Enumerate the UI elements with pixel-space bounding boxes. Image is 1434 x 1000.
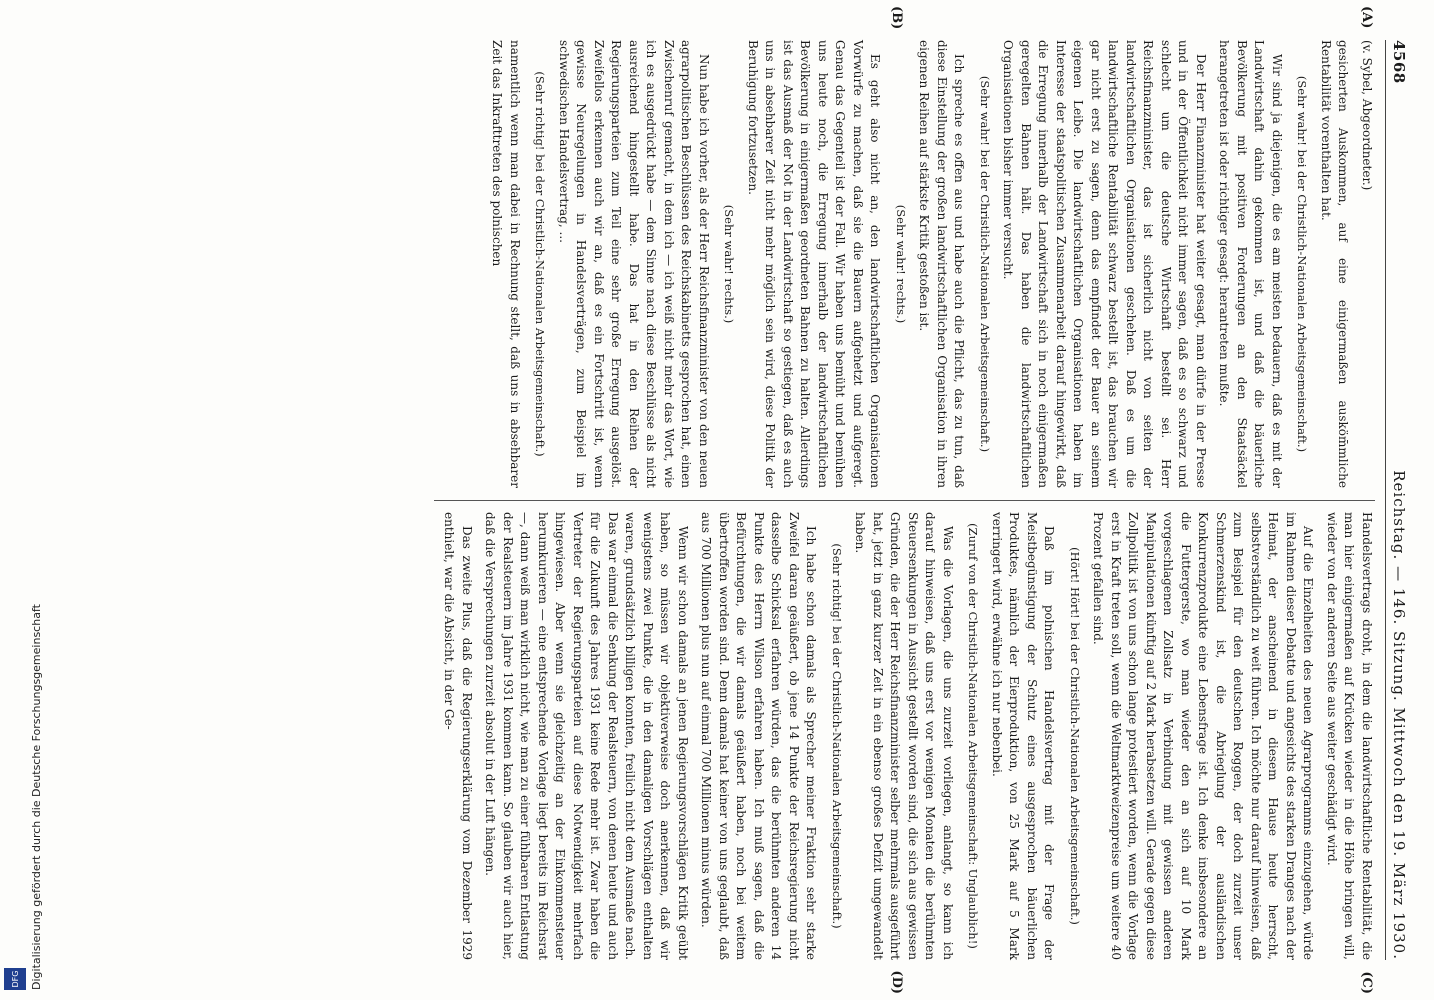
- two-column-body: [434, 6, 1375, 994]
- page-header: [1385, 40, 1414, 960]
- interjection: (Sehr wahr! rechts.): [894, 204, 908, 324]
- right-column: [434, 512, 1375, 994]
- page-title: Reichstag. — 146. Sitzung. Mittwoch den 19. März 1930.: [1390, 470, 1408, 960]
- left-column: [434, 6, 1375, 488]
- paragraph: Der Herr Finanzminister hat weiter gesagt, man dürfe in der Presse und in der Öffentlichkeit nicht immer sagen, daß es so schwarz und schlecht um die deutsche Wirtschaft bestellt sei. Herr Reichsfinanzminister, das ist sicherlich nicht von seiten der landwirtschaftlichen Organisationen geschehen. Daß es um die landwirtschaftliche Rentabilität schwarz bestellt ist, das brauchen wir gar nicht erst zu sagen, denn das empfindet der Bauer an seinem eigenen Leibe. Die landwirtschaftlichen Organisationen haben im Interesse der staatspolitischen Zusammenarbeit darauf hingewirkt, daß die Erregung innerhalb der Landwirtschaft sich in noch einigermaßen geregelten Bahnen hält. Das haben die landwirtschaftlichen Organisationen bisher immer versucht.: [1001, 40, 1208, 488]
- speaker-label: (v. Sybel, Abgeordneter.): [1360, 40, 1374, 191]
- page-number: 4568: [1390, 40, 1408, 84]
- margin-mark-d: (D): [889, 970, 904, 994]
- paragraph: Auf die Einzelheiten des neuen Agrarprogramms einzugehen, würde im Rahmen dieser Debatte und angesichts des starken Dranges nach der Heimat, der anscheinend in diesem Hause heute herrscht, selbstverständlich zu weit führen. Ich möchte nur darauf hinweisen, daß zum Beispiel für den deutschen Roggen, der doch zurzeit unser Schmerzenskind ist, die Abrieglung der ausländischen Konkurrenzprodukte eine Lebensfrage ist. Ich denke insbesondere an die Futtergerste, wo man wieder den an sich auf 10 Mark vorgeschlagenen Zollsatz in Verbindung mit gewissen anderen Manipulationen künftig auf 2 Mark herabsetzen will. Gerade gegen diese Zollpolitik ist von uns schon lange protestiert worden, wenn die Vorlage erst in Kraft treten soll, wenn die Weltmarktweizenpreise um weitere 40 Prozent gefallen sind.: [1091, 512, 1316, 960]
- dfg-logo-text: DFG: [10, 970, 20, 988]
- interjection: (Zuruf von der Christlich-Nationalen Arbeitsgemeinschaft: Unglaublich!): [966, 523, 981, 949]
- interjection: (Hört! Hört! bei der Christlich-Nationalen Arbeitsgemeinschaft.): [1068, 547, 1082, 925]
- paragraph: gesicherten Auskommen, auf eine einigermaßen ausköm̄mliche Rentabilität vorenthalten hat.: [1319, 40, 1351, 488]
- paragraph: Was die Vorlagen, die uns zurzeit vorliegen, anlangt, so kann ich darauf hinweisen, daß uns erst vor wenigen Monaten die berühmten Steuersenkungen in Aussicht gestellt worden sind, die sich aus gewissen Gründen, die der Herr Reichsfinanzminister selber mehrmals ausgeführt hat, jetzt in ganz kurzer Zeit in ein ebenso großes Defizit umgewandelt haben.: [853, 512, 955, 960]
- interjection: (Sehr wahr! bei der Christlich-Nationalen Arbeitsgemeinschaft.): [1295, 75, 1310, 453]
- column-divider: [434, 500, 1375, 501]
- document-page: [40, 0, 1434, 1000]
- scanned-page-area: [40, 0, 1434, 1000]
- paragraph: Nun habe ich vorher, als der Herr Reichsfinanzminister von den neuen agrarpolitischen Beschlüssen des Reichskabinetts gesprochen hat, einen Zwischenruf gemacht, in dem ich — ich weiß nicht mehr das Wort, wie ich es ausgedrückt habe — dem Sinne nach diese Beschlüsse als nicht ausreichend hingestellt habe. Das hat in den Reihen der Regierungsparteien zum Teil eine sehr große Erregung ausgelöst. Zweifellos erkennen auch wir an, daß es ein Fortschritt ist, wenn gewisse Neuregelungen in Handelsverträgen, zum Beispiel im schwedischen Handelsvertrag, ...: [557, 40, 711, 488]
- paragraph: Es geht also nicht an, den landwirtschaftlichen Organisationen Vorwürfe zu machen, daß sie die Bauern aufgehetzt und aufgeregt. Genau das Gegenteil ist der Fall. Wir haben uns bemüht und bemühen uns heute noch, die Erregung innerhalb der landwirtschaftlichen Bevölkerung in einigermaßen geordneten Bahnen zu halten. Allerdings ist das Ausmaß der Not in der Landwirtschaft so gestiegen, daß es auch uns in absehbarer Zeit nicht mehr möglich sein wird, diese Politik der Beruhigung fortzusetzen.: [746, 40, 883, 488]
- paragraph: Daß im polnischen Handelsvertrag mit der Frage der Meistbegünstigung der Schutz eines ausgesprochen bäuerlichen Produktes, nämlich der Eierproduktion, von 25 Mark auf 5 Mark verringert wird, erwähne ich nur nebenbei.: [990, 512, 1057, 960]
- interjection: (Sehr richtig! bei der Christlich-Nationalen Arbeitsgemeinschaft.): [533, 71, 548, 457]
- interjection: (Sehr wahr! rechts.): [722, 204, 737, 324]
- paragraph: Das zweite Plus, daß die Regierungserklärung vom Dezember 1929 enthielt, war die Absicht, in der Ge-: [442, 512, 474, 960]
- interjection: (Sehr richtig! bei der Christlich-Nationalen Arbeitsgemeinschaft.): [830, 543, 844, 929]
- margin-mark-b: (B): [889, 6, 904, 30]
- paragraph: Ich spreche es offen aus und habe auch die Pflicht, das zu tun, daß diese Einstellung der großen landwirtschaftlichen Organisation in ihren eigenen Reihen auf stärkste Kritik gestoßen ist.: [917, 40, 967, 488]
- paragraph: Ich habe schon damals als Sprecher meiner Fraktion sehr starke Zweifel daran geäußert, ob jene 14 Punkte der Reichsregierung nicht dasselbe Schicksal erfahren würden, das die berühmten anderen 14 Punkte des Herrn Wilson erfahren haben. Ich muß sagen, daß die Befürchtungen, die wir damals geäußert haben, noch bei weitem übertroffen worden sind. Denn damals hat keiner von uns geglaubt, daß aus 700 Millionen plus nun auf einmal 700 Millionen minus würden.: [699, 512, 819, 960]
- digitization-credit-text: Digitalisierung gefördert durch die Deutsche Forschungsgemeinschaft: [30, 604, 43, 990]
- paragraph: namentlich wenn man dabei in Rechnung stellt, daß uns in absehbarer Zeit das Inkrafttreten des polnischen: [490, 40, 522, 488]
- dfg-credit: [0, 0, 43, 1000]
- dfg-logo-icon: [4, 968, 26, 990]
- paragraph: Wir sind ja diejenigen, die es am meisten bedauern, daß es mit der Landwirtschaft dahin gekommen ist, und daß die bäuerliche Bevölkerung mit positiven Forderungen an den Staatsäckel herangetreten ist oder richtiger gesagt: herantreten mußte.: [1217, 40, 1284, 488]
- interjection: (Sehr wahr! bei der Christlich-Nationalen Arbeitsgemeinschaft.): [978, 75, 992, 453]
- margin-mark-a: (A): [1359, 6, 1374, 29]
- margin-mark-c: (C): [1359, 971, 1374, 994]
- paragraph: Wenn wir schon damals an jenen Regierungsvorschlägen Kritik geübt haben, so müssen wir objektiverweise doch anerkennen, daß wir wenigstens zwei Punkte, die in den damaligen Vorschlägen enthalten waren, grundsätzlich billigen konnten, freilich nicht dem Ausmaße nach. Das war einmal die Senkung der Realsteuern, von denen heute und auch für die Zukunft des Jahres 1931 keine Rede mehr ist. Zwar haben die Vertreter der Regierungsparteien auf diese Notwendigkeit mehrfach hingewiesen. Aber wenn sie gleichzeitig an der Einkommensteuer herumkurieren — eine entsprechende Vorlage liegt bereits im Reichsrat —, dann weiß man wirklich nicht, wie man zu einer fühlbaren Entlastung der Realsteuern im Jahre 1931 kommen kann. So glauben wir auch hier, daß die Versprechungen zurzeit absolut in der Luft hängen.: [483, 512, 690, 960]
- paragraph: Handelsvertrags droht, in dem die landwirtschaftliche Rentabilität, die man hier einigermaßen auf Krücken wieder in die Höhe bringen will, wieder von der anderen Seite aus weiter geschädigt wird.: [1325, 512, 1374, 960]
